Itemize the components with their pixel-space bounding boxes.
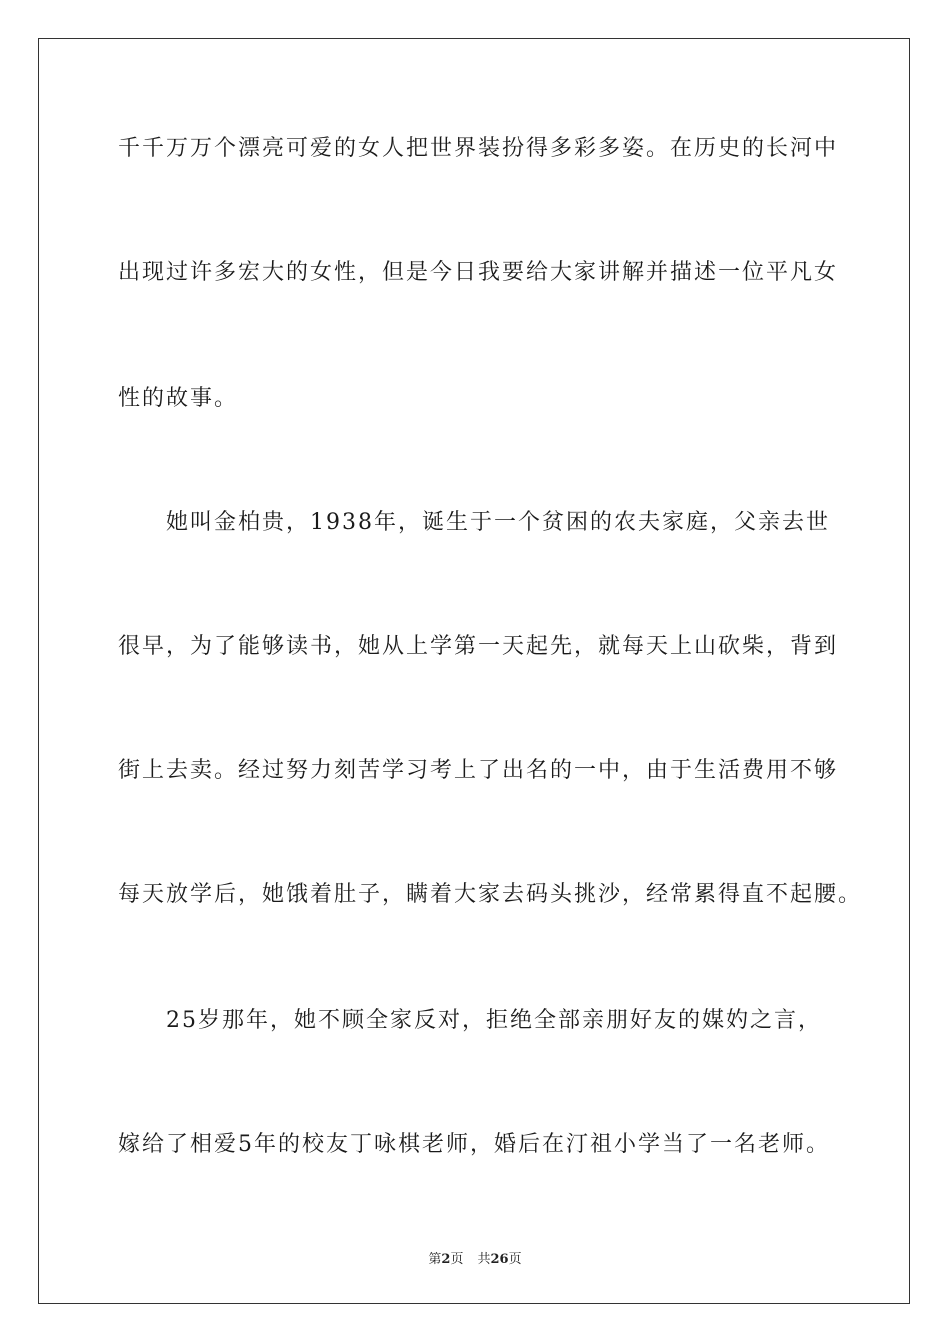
page-frame bbox=[38, 38, 910, 1304]
footer-total-pages: 26 bbox=[490, 1252, 509, 1267]
body-line-9: 嫁给了相爱5年的校友丁咏棋老师，婚后在汀祖小学当了一名老师。 bbox=[118, 1132, 830, 1157]
footer-page-prefix: 第 bbox=[428, 1252, 442, 1267]
body-line-5: 很早，为了能够读书，她从上学第一天起先，就每天上山砍柴，背到 bbox=[118, 634, 839, 659]
body-line-8: 25岁那年，她不顾全家反对，拒绝全部亲朋好友的媒妁之言， bbox=[166, 1008, 822, 1033]
page-footer bbox=[0, 1248, 950, 1267]
footer-total-prefix: 共 bbox=[477, 1252, 491, 1267]
footer-page-suffix: 页 bbox=[450, 1252, 464, 1267]
footer-page-number: 2 bbox=[441, 1252, 451, 1267]
body-line-6: 街上去卖。经过努力刻苦学习考上了出名的一中，由于生活费用不够 bbox=[118, 758, 839, 783]
body-line-2: 出现过许多宏大的女性，但是今日我要给大家讲解并描述一位平凡女 bbox=[118, 260, 839, 285]
body-line-3: 性的故事。 bbox=[118, 386, 239, 411]
body-line-7: 每天放学后，她饿着肚子，瞒着大家去码头挑沙，经常累得直不起腰。 bbox=[118, 882, 863, 907]
footer-total-suffix: 页 bbox=[508, 1252, 522, 1267]
body-line-4: 她叫金柏贵，1938年，诞生于一个贫困的农夫家庭，父亲去世 bbox=[166, 510, 830, 535]
body-line-1: 千千万万个漂亮可爱的女人把世界装扮得多彩多姿。在历史的长河中 bbox=[118, 136, 839, 161]
